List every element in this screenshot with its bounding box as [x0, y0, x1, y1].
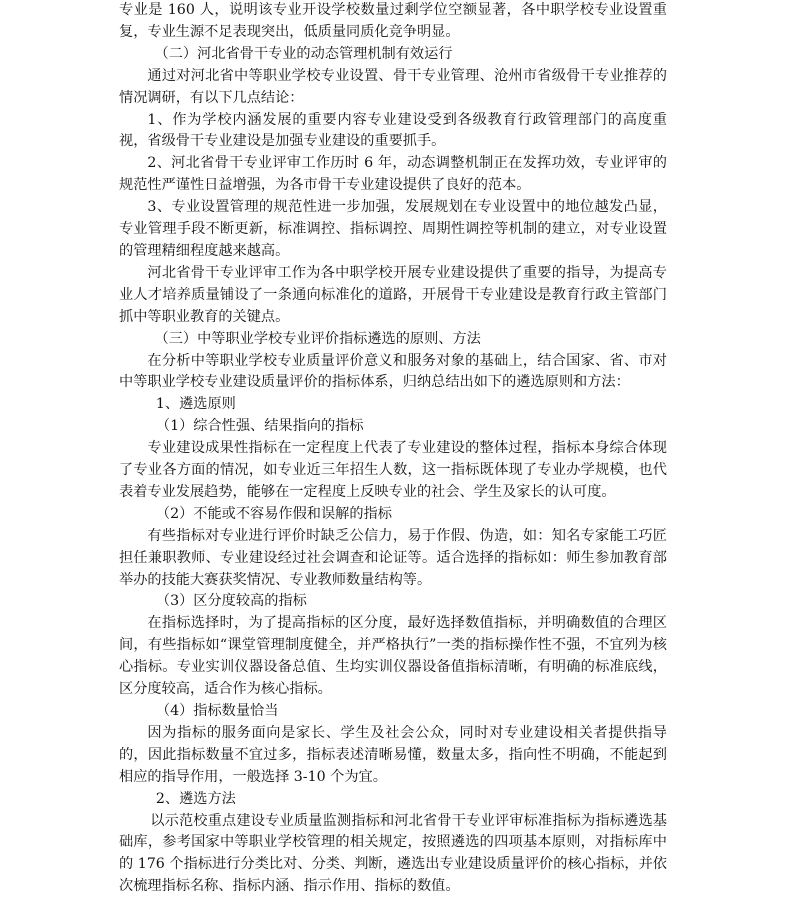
paragraph-summary: 河北省骨干专业评审工作为各中职学校开展专业建设提供了重要的指导，为提高专业人才培养质量铺设了一条通向标准化的道路，开展骨干专业建设是教育行政主管部门抓中等职业教育的关键点。 — [119, 264, 667, 325]
principle-heading-2: （2）不能或不容易作假和误解的指标 — [155, 505, 392, 522]
paragraph-continuation: 专业是 160 人，说明该专业开设学校数量过剩学位空额显著，各中职学校专业设置重复，专业生源不足表现突出，低质量同质化竞争明显。 — [119, 2, 667, 40]
principle-heading-3: （3）区分度较高的指标 — [155, 593, 307, 610]
principle-text-1: 专业建设成果性指标在一定程度上代表了专业建设的整体过程，指标本身综合体现了专业各方面的情况，如专业近三年招生人数，这一指标既体现了专业办学规模，也代表着专业发展趋势，能够在一定程度上反映专业的社会、学生及家长的认可度。 — [119, 440, 667, 500]
paragraph-survey-intro: 通过对河北省中等职业学校专业设置、骨干专业管理、沧州市省级骨干专业推荐的情况调研，有以下几点结论： — [119, 67, 667, 106]
document-page — [119, 0, 667, 898]
method-text: 以示范校重点建设专业质量监测指标和河北省骨干专业评审标准指标为指标遴选基础库，参考国家中等职业学校管理的相关规定，按照遴选的四项基本原则，对指标库中的 176 个指标进行分类比对、分类、判断，遴选出专业建设质量评价的核心指标，并依次梳理指标名称、指标内涵、指示作用、指标的数值。 — [119, 812, 667, 895]
conclusion-item-2: 2、河北省骨干专业评审工作历时 6 年，动态调整机制正在发挥功效，专业评审的规范性严谨性日益增强，为各市骨干专业建设提供了良好的范本。 — [119, 155, 667, 194]
principle-heading-4: （4）指标数量恰当 — [155, 703, 279, 719]
subheading-selection-principles: 1、遴选原则 — [155, 396, 236, 413]
conclusion-item-3: 3、专业设置管理的规范性进一步加强，发展规划在专业设置中的地位越发凸显，专业管理手段不断更新，标准调控、指标调控、周期性调控等机制的建立，对专业设置的管理精细程度越来越高。 — [119, 199, 667, 259]
principle-text-3: 在指标选择时，为了提高指标的区分度，最好选择数值指标，并明确数值的合理区间，有些指标如“课堂管理制度健全，并严格执行”一类的指标操作性不强，不宜列为核心指标。专业实训仪器设备总值、生均实训仪器设备值指标清晰，有明确的标准底线，区分度较高，适合作为核心指标。 — [119, 615, 667, 698]
principle-text-4: 因为指标的服务面向是家长、学生及社会公众，同时对专业建设相关者提供指导的，因此指标数量不宜过多，指标表述清晰易懂，数量太多，指向性不明确，不能起到相应的指导作用，一般选择 3-10 个为宜。 — [119, 724, 667, 785]
principle-heading-1: （1）综合性强、结果指向的指标 — [155, 418, 364, 435]
paragraph-analysis-intro: 在分析中等职业学校专业质量评价意义和服务对象的基础上，结合国家、省、市对中等职业学校专业建设质量评价的指标体系，归纳总结出如下的遴选原则和方法： — [119, 352, 667, 391]
principle-text-2: 有些指标对专业进行评价时缺乏公信力，易于作假、伪造，如：知名专家能工巧匠担任兼职教师、专业建设经过社会调查和论证等。适合选择的指标如：师生参加教育部举办的技能大赛获奖情况、专业教师数量结构等。 — [119, 527, 667, 588]
conclusion-item-1: 1、作为学校内涵发展的重要内容专业建设受到各级教育行政管理部门的高度重视，省级骨干专业建设是加强专业建设的重要抓手。 — [119, 111, 667, 150]
subheading-selection-method: 2、遴选方法 — [155, 790, 236, 807]
section-heading-3: （三）中等职业学校专业评价指标遴选的原则、方法 — [154, 330, 481, 347]
section-heading-2: （二）河北省骨干专业的动态管理机制有效运行 — [154, 45, 453, 62]
